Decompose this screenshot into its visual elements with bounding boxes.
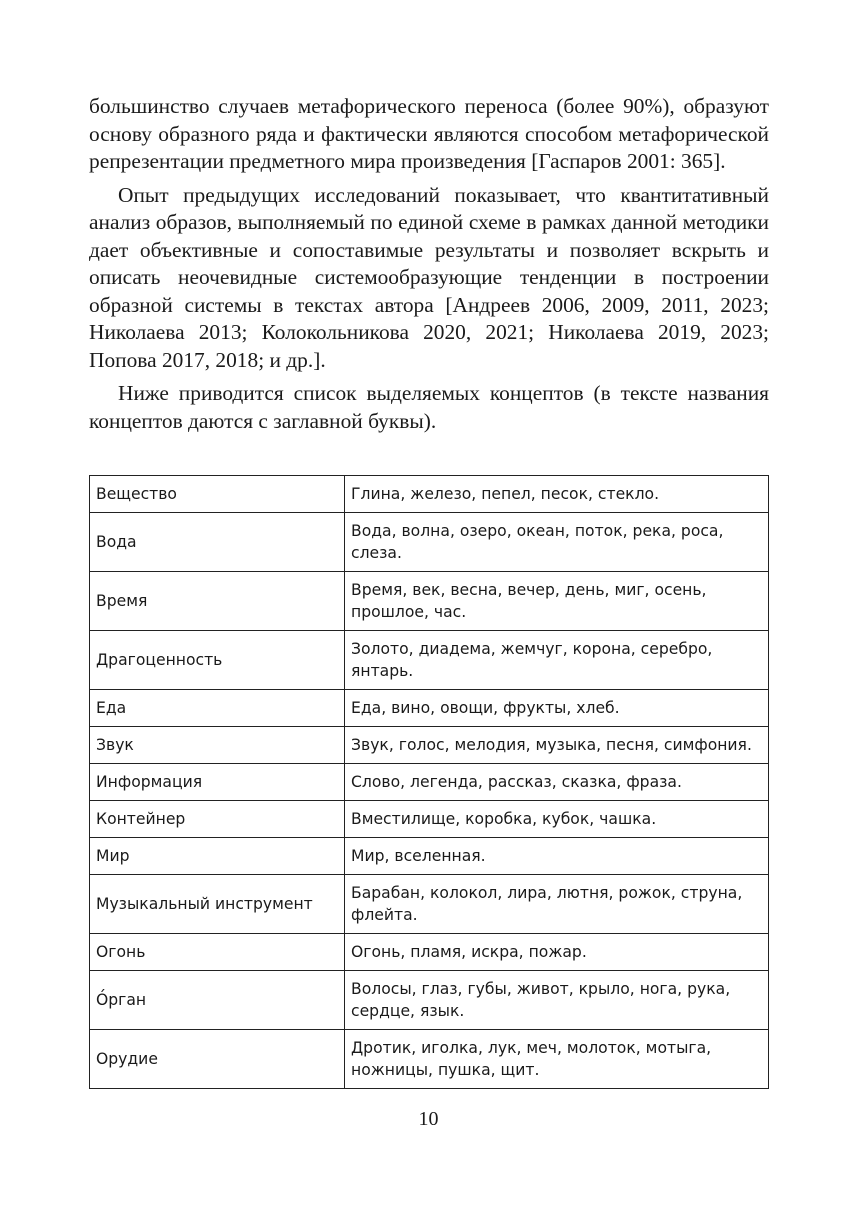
concept-cell: Контейнер	[90, 801, 345, 838]
table-row	[90, 838, 769, 875]
concept-cell: Еда	[90, 690, 345, 727]
examples-cell: Волосы, глаз, губы, живот, крыло, нога, рука, сердце, язык.	[345, 971, 769, 1030]
examples-cell: Барабан, колокол, лира, лютня, рожок, струна, флейта.	[345, 875, 769, 934]
examples-cell: Слово, легенда, рассказ, сказка, фраза.	[345, 764, 769, 801]
table-row	[90, 690, 769, 727]
table-row	[90, 572, 769, 631]
examples-cell: Вместилище, коробка, кубок, чашка.	[345, 801, 769, 838]
paragraph-previous-research: Опыт предыдущих исследований показывает, что квантитативный анализ образов, выполняемый по единой схеме в рамках данной методики дает объективные и сопоставимые результаты и позволяет вскрыть и описать неочевидные системообразующие тенденции в построении образной системы в текстах автора [Андреев 2006, 2009, 2011, 2023; Николаева 2013; Колокольникова 2020, 2021; Николаева 2019, 2023; Попова 2017, 2018; и др.].	[89, 182, 769, 372]
concept-cell: Драгоценность	[90, 631, 345, 690]
concept-table	[89, 475, 769, 1089]
table-row	[90, 934, 769, 971]
table-row	[90, 631, 769, 690]
examples-cell: Время, век, весна, вечер, день, миг, осень, прошлое, час.	[345, 572, 769, 631]
table-row	[90, 801, 769, 838]
table-row	[90, 727, 769, 764]
table-row	[90, 513, 769, 572]
examples-cell: Звук, голос, мелодия, музыка, песня, симфония.	[345, 727, 769, 764]
concept-cell: Орудие	[90, 1030, 345, 1089]
table-row	[90, 1030, 769, 1089]
concept-cell: Звук	[90, 727, 345, 764]
examples-cell: Мир, вселенная.	[345, 838, 769, 875]
concept-cell: Вода	[90, 513, 345, 572]
concept-cell: Огонь	[90, 934, 345, 971]
table-row	[90, 971, 769, 1030]
concept-cell: О́рган	[90, 971, 345, 1030]
table-row	[90, 476, 769, 513]
body-text	[89, 93, 769, 435]
examples-cell: Глина, железо, пепел, песок, стекло.	[345, 476, 769, 513]
concept-cell: Время	[90, 572, 345, 631]
concept-cell: Музыкальный инструмент	[90, 875, 345, 934]
examples-cell: Огонь, пламя, искра, пожар.	[345, 934, 769, 971]
examples-cell: Дротик, иголка, лук, меч, молоток, мотыга, ножницы, пушка, щит.	[345, 1030, 769, 1089]
page-number: 10	[418, 1108, 439, 1130]
examples-cell: Золото, диадема, жемчуг, корона, серебро, янтарь.	[345, 631, 769, 690]
examples-cell: Еда, вино, овощи, фрукты, хлеб.	[345, 690, 769, 727]
concept-cell: Вещество	[90, 476, 345, 513]
concept-cell: Информация	[90, 764, 345, 801]
paragraph-concept-list-intro: Ниже приводится список выделяемых концептов (в тексте названия концептов даются с заглавной буквы).	[89, 381, 769, 433]
paragraph-continuation: большинство случаев метафорического переноса (более 90%), образуют основу образного ряда и фактически являются способом метафорической репрезентации предметного мира произведения [Гаспаров 2001: 365].	[89, 94, 769, 173]
table-row	[90, 875, 769, 934]
examples-cell: Вода, волна, озеро, океан, поток, река, роса, слеза.	[345, 513, 769, 572]
concept-cell: Мир	[90, 838, 345, 875]
table-row	[90, 764, 769, 801]
